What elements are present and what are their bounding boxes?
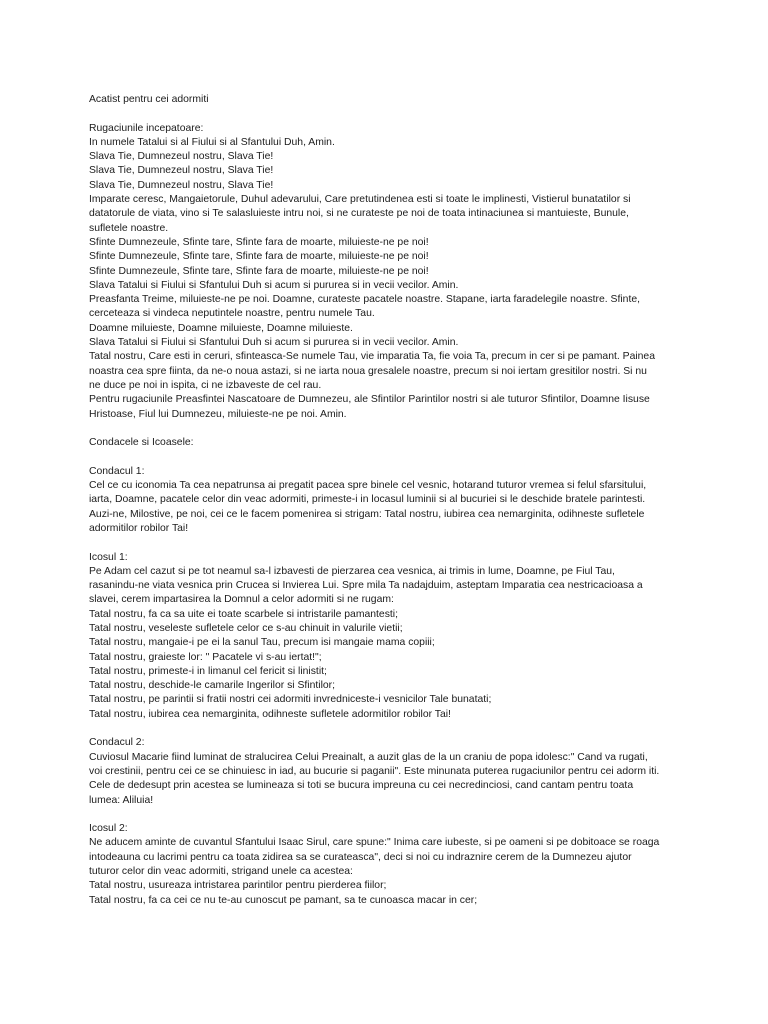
text-line: Tatal nostru, graieste lor: " Pacatele vi s-au iertat!";	[89, 651, 322, 663]
text-line: sufletele noastre.	[89, 222, 169, 234]
text-line: Sfinte Dumnezeule, Sfinte tare, Sfinte fara de moarte, miluieste-ne pe noi!	[89, 251, 429, 263]
text-line: voi crestinii, pentru cei ce se chinuiesc in iad, au bucurie si paganii". Este minunata puterea rugaciunilor pentru cei adorm iti.	[89, 765, 660, 777]
text-line: noastra cea spre fiinta, da ne-o noua astazi, si ne iarta noua gresalele noastre, precum si noi iertam gresitilor nostri. Si nu	[89, 365, 647, 377]
text-line: Imparate ceresc, Mangaietorule, Duhul adevarului, Care pretutindenea esti si toate le implinesti, Vistierul bunatatilor si	[89, 194, 631, 206]
text-line: Tatal nostru, mangaie-i pe ei la sanul Tau, precum isi mangaie mama copiii;	[89, 637, 435, 649]
text-line: Preasfanta Treime, miluieste-ne pe noi. Doamne, curateste pacatele noastre. Stapane, iarta faradelegile noastre. Sfinte,	[89, 294, 641, 306]
text-line: Sfinte Dumnezeule, Sfinte tare, Sfinte fara de moarte, miluieste-ne pe noi!	[89, 236, 429, 248]
text-line: datatorule de viata, vino si Te salasluieste intru noi, si ne curateste pe noi de toata intinaciunea si mantuieste, Bunule,	[89, 208, 629, 220]
text-line: Tatal nostru, fa ca sa uite ei toate scarbele si intristarile pamantesti;	[89, 608, 398, 620]
text-line: intodeauna cu lacrimi pentru ca toata zidirea sa se curateasca", deci si noi cu indraznire cerem de la Dumnezeu ajutor	[89, 851, 632, 863]
paragraph-gap	[89, 808, 689, 822]
text-line: Tatal nostru, pe parintii si fratii nostri cei adormiti invredniceste-i vesnicilor Tale bunatati;	[89, 694, 492, 706]
text-line: Icosul 1:	[89, 551, 128, 563]
text-line: Icosul 2:	[89, 823, 128, 835]
text-line: Ne aducem aminte de cuvantul Sfantului Isaac Sirul, care spune:" Inima care iubeste, si pe oameni si pe dobitoace se roaga	[89, 837, 660, 849]
text-line: Slava Tatalui si Fiului si Sfantului Duh si acum si pururea si in vecii vecilor. Amin.	[89, 337, 459, 349]
document-page	[89, 93, 689, 908]
text-line: In numele Tatalui si al Fiului si al Sfantului Duh, Amin.	[89, 136, 335, 148]
document-title: Acatist pentru cei adormiti	[89, 94, 209, 105]
text-line: Tatal nostru, Care esti in ceruri, sfinteasca-Se numele Tau, vie imparatia Ta, fie voia Ta, precum in cer si pe pamant. Painea	[89, 351, 655, 363]
text-line: Doamne miluieste, Doamne miluieste, Doamne miluieste.	[89, 322, 353, 334]
text-line: Auzi-ne, Milostive, pe noi, cei ce le facem pomenirea si strigam: Tatal nostru, iubirea cea nemarginita, odihneste sufletele	[89, 508, 645, 520]
paragraph-gap	[89, 722, 689, 736]
paragraph-gap	[89, 422, 689, 436]
text-line: Tatal nostru, iubirea cea nemarginita, odihneste sufletele adormitilor robilor Tai!	[89, 708, 451, 720]
text-line: Cel ce cu iconomia Ta cea nepatrunsa ai pregatit pacea spre binele cel vesnic, hotarand tuturor vremea si felul sfarsitului,	[89, 480, 647, 492]
text-section	[89, 551, 689, 723]
text-line: Slava Tie, Dumnezeul nostru, Slava Tie!	[89, 165, 274, 177]
text-line: Tatal nostru, veseleste sufletele celor ce s-au chinuit in valurile vietii;	[89, 622, 403, 634]
text-line: Cele de dedesupt prin acestea se lumineaza si toti se bucura impreuna cu cei necredinciosi, cand cantam pentru toata	[89, 780, 634, 792]
paragraph-gap	[89, 536, 689, 550]
paragraph-gap	[89, 450, 689, 464]
text-line: Hristoase, Fiul lui Dumnezeu, miluieste-ne pe noi. Amin.	[89, 408, 347, 420]
text-line: slavei, cerem impartasirea la Domnul a celor adormiti si ne rugam:	[89, 594, 394, 606]
document-body	[89, 122, 689, 908]
text-line: Slava Tie, Dumnezeul nostru, Slava Tie!	[89, 179, 274, 191]
paragraph-gap	[89, 107, 689, 121]
text-line: Cuviosul Macarie fiind luminat de stralucirea Celui Preainalt, a auzit glas de la un craniu de popa idolesc:" Cand va rugati,	[89, 751, 648, 763]
text-line: rasanindu-ne viata vesnica prin Crucea si Invierea Lui. Spre mila Ta nadajduim, asteptam Imparatia cea nestricacioasa a	[89, 580, 643, 592]
text-section	[89, 122, 689, 422]
text-line: tuturor celor din veac adormiti, strigand unele ca acestea:	[89, 866, 353, 878]
text-line: Slava Tie, Dumnezeul nostru, Slava Tie!	[89, 151, 274, 163]
text-line: Condacul 1:	[89, 465, 145, 477]
text-line: ne duce pe noi in ispita, ci ne izbaveste de cel rau.	[89, 379, 322, 391]
text-line: Condacul 2:	[89, 737, 145, 749]
text-line: adormitilor robilor Tai!	[89, 522, 189, 534]
text-line: Condacele si Icoasele:	[89, 437, 194, 449]
text-section	[89, 736, 689, 807]
text-line: Tatal nostru, deschide-le camarile Ingerilor si Sfintilor;	[89, 680, 336, 692]
text-line: Slava Tatalui si Fiului si Sfantului Duh si acum si pururea si in vecii vecilor. Amin.	[89, 279, 459, 291]
text-line: Tatal nostru, fa ca cei ce nu te-au cunoscut pe pamant, sa te cunoasca macar in cer;	[89, 894, 478, 906]
text-line: Rugaciunile incepatoare:	[89, 122, 204, 134]
text-section	[89, 436, 689, 450]
text-line: Tatal nostru, usureaza intristarea parintilor pentru pierderea fiilor;	[89, 880, 387, 892]
text-line: Pentru rugaciunile Preasfintei Nascatoare de Dumnezeu, ale Sfintilor Parintilor nostri si ale tuturor Sfintilor, Doamne Iisuse	[89, 394, 650, 406]
text-line: cerceteaza si vindeca neputintele noastre, pentru numele Tau.	[89, 308, 375, 320]
text-section	[89, 822, 689, 908]
text-line: iarta, Doamne, pacatele celor din veac adormiti, primeste-i in locasul luminii si al bucuriei si le deschide bratele parintesti.	[89, 494, 646, 506]
text-line: Pe Adam cel cazut si pe tot neamul sa-l izbavesti de pierzarea cea vesnica, ai trimis in lume, Doamne, pe Fiul Tau,	[89, 565, 615, 577]
text-section	[89, 465, 689, 536]
text-line: Tatal nostru, primeste-i in limanul cel fericit si linistit;	[89, 665, 327, 677]
text-line: lumea: Aliluia!	[89, 794, 154, 806]
text-line: Sfinte Dumnezeule, Sfinte tare, Sfinte fara de moarte, miluieste-ne pe noi!	[89, 265, 429, 277]
